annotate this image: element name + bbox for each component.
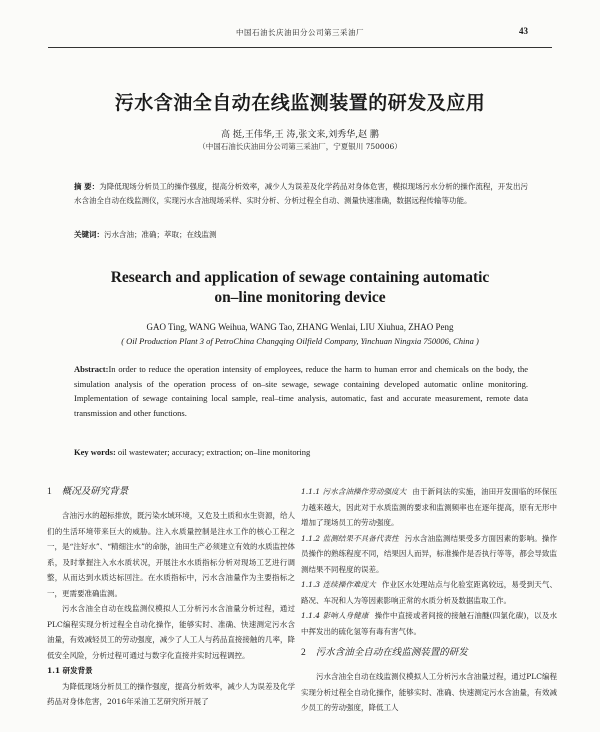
title-chinese: 污水含油全自动在线监测装置的研发及应用 — [114, 92, 486, 114]
header-rule — [48, 47, 552, 48]
subsection-1-1-4 — [301, 608, 557, 639]
affiliation-english: ( Oil Production Plant 3 of PetroChina Changqing Oilfield Company, Yinchuan Ningxia 750006, China ) — [121, 336, 479, 346]
subsection-1-1-2-text: 污水含油监测结果受多方面因素的影响。操作员操作的熟练程度不同，结果因人而异，标准操作是否执行等等，都会导致监测结果不同程度的误差。 — [301, 533, 558, 574]
subsection-1-1-1-heading: 1.1.1 污水含油操作劳动强度大 — [301, 487, 407, 496]
title-english-line1: Research and application of sewage containing automatic — [110, 269, 490, 286]
section-2-title: 污水含油全自动在线监测装置的研发 — [315, 647, 468, 658]
keywords-chinese-label: 关键词： — [74, 230, 104, 239]
keywords-english — [74, 447, 528, 457]
body-right-column — [301, 484, 557, 716]
subsection-1-1-4-heading: 1.1.4 影响人身健康 — [301, 611, 369, 620]
abstract-english — [74, 362, 528, 420]
section-1-heading — [47, 484, 295, 500]
title-english — [0, 268, 600, 308]
subsection-1-1-4-text: 操作中直接或者间接的接触石油醚(四氯化碳)，以及水中挥发出的硫化氢等有毒有害气体。 — [301, 611, 557, 636]
affiliation-chinese: （中国石油长庆油田分公司第三采油厂，宁夏银川 750006） — [198, 142, 402, 151]
journal-header: 中国石油长庆油田分公司第三采油厂 — [236, 28, 364, 37]
subsection-1-1-1 — [301, 484, 557, 531]
authors-chinese: 高 挺,王伟华,王 涛,张文来,刘秀华,赵 鹏 — [221, 130, 379, 140]
subsection-1-1-3 — [301, 577, 557, 608]
abstract-english-label: Abstract: — [74, 364, 109, 374]
subsection-1-1-1-text: 由于新间法的实施，油田开发面临的环保压力越来越大，因此对于水质监测的要求和监测频率也在逐年提高，原有无形中增加了现场员工的劳动强度。 — [301, 487, 558, 527]
keywords-english-label: Key words: — [74, 447, 116, 457]
keywords-english-text: oil wastewater; accuracy; extraction; on–line monitoring — [117, 447, 311, 457]
section-1-number: 1 — [47, 487, 52, 497]
section-1-title: 概况及研究背景 — [61, 486, 129, 497]
section-2-number: 2 — [301, 648, 306, 658]
section-2-paragraph: 污水含油全自动在线监测仪模拟人工分析污水含油量过程，通过PLC编程实现分析过程全自动化操作，能够实时、准确、快速测定污水含油量，有效减少员工的劳动强度，降低工人 — [301, 672, 557, 712]
keywords-chinese-text: 污水含油；准确；萃取；在线监测 — [104, 230, 217, 239]
abstract-chinese-label: 摘 要： — [74, 182, 100, 191]
keywords-chinese — [74, 229, 528, 240]
authors-english: GAO Ting, WANG Weihua, WANG Tao, ZHANG Wenlai, LIU Xiuhua, ZHAO Peng — [146, 322, 454, 332]
section-1-paragraph-1: 含油污水的超标排放，既污染水域环境，又危及土质和水生资源，给人们的生活环境带来巨大的威胁。注入水质量控制是注水工作的核心工程之一，是“注好水”、“精细注水”的命脉，油田生产必须建立有效的水质监控体系，及时掌握注入水水质状况，开展注水水质指标分析对现场工艺进行调整，从而达到水质达标回注。在水质指标中，污水含油量作为主要指标之一，更需要准确监测。 — [47, 511, 295, 598]
subsection-1-1-2 — [301, 531, 557, 578]
subsection-1-1-3-text: 作业区水处理站点与化验室距离较远，易受到天气、路况、车况和人为等因素影响正常的水质分析及数据监取工作。 — [301, 580, 558, 605]
subsection-1-1-paragraph: 为降低现场分析员工的操作强度，提高分析效率，减少人为误差及化学药品对身体危害，2016年采油工艺研究所开展了 — [47, 681, 295, 706]
page-number: 43 — [519, 26, 528, 36]
title-english-line2: on–line monitoring device — [214, 289, 386, 306]
subsection-1-1-heading: 1.1 研发背景 — [47, 666, 93, 675]
subsection-1-1-2-heading: 1.1.2 监测结果不具备代表性 — [301, 533, 399, 543]
subsection-1-1-3-heading: 1.1.3 连续操作难度大 — [301, 580, 376, 589]
section-2-heading — [301, 645, 557, 661]
running-header — [0, 24, 600, 38]
abstract-english-text: In order to reduce the operation intensity of employees, reduce the harm to human error and chemicals on the body, the simulation analysis of the operation process of on–site sewage, sewage containing developed automatic online monitoring. Implementation of sewage containing local sample, real–time analysis, automatic, fast and accurate measurement, remote data transmission and other functions. — [74, 364, 528, 418]
body-left-column — [47, 484, 295, 710]
abstract-chinese-text: 为降低现场分析员工的操作强度，提高分析效率，减少人为误差及化学药品对身体危害，模拟现场污水分析的操作流程，开发出污水含油全自动在线监测仪，实现污水含油现场采样、实时分析、分析过程全自动、测量快速准确，数据远程传输等功能。 — [74, 182, 528, 205]
abstract-chinese — [74, 180, 528, 207]
section-1-paragraph-2: 污水含油全自动在线监测仪模拟人工分析污水含油量分析过程，通过PLC编程实现分析过程全自动化操作，能够实时、准确、快速测定污水含油量，有效减轻员工的劳动强度，减少了人工人与药品直接接触的几率，降低安全风险，分析过程可通过与数字化直接并实时远程调控。 — [47, 604, 295, 660]
